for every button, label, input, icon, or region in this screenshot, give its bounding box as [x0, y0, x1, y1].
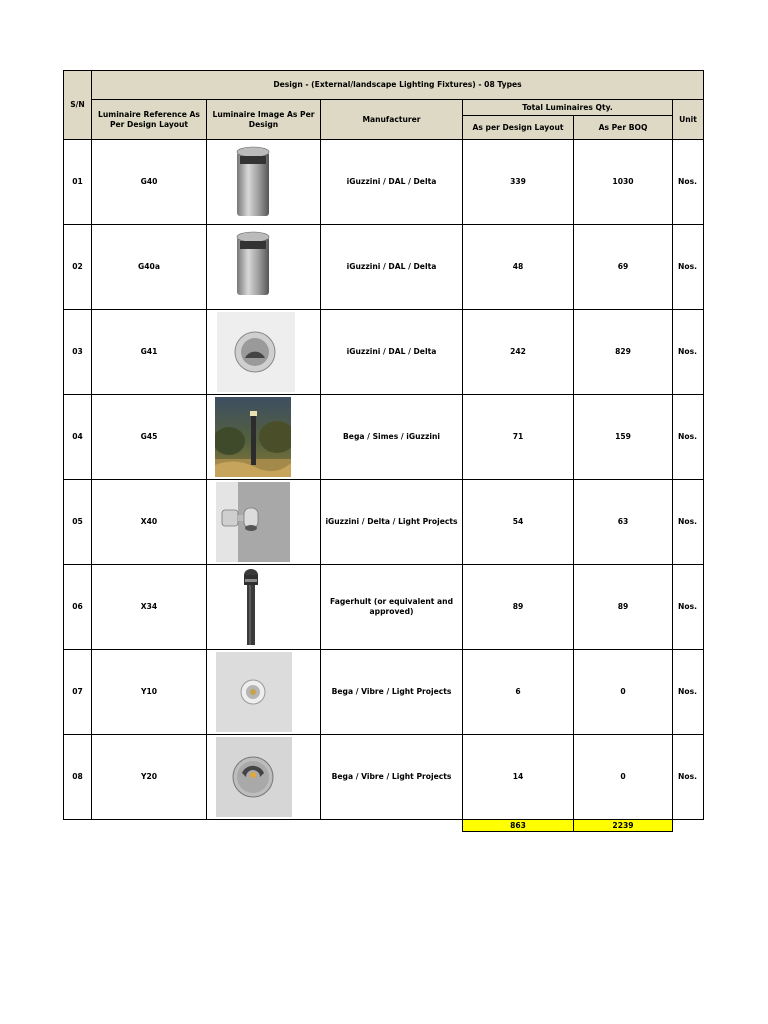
design-qty-cell: 71 [463, 395, 574, 480]
sn-cell: 02 [64, 225, 92, 310]
boq-qty-cell: 0 [574, 650, 673, 735]
boq-qty-cell: 159 [574, 395, 673, 480]
boq-qty-cell: 63 [574, 480, 673, 565]
table-row [64, 735, 704, 820]
design-qty-cell: 242 [463, 310, 574, 395]
manufacturer-cell: iGuzzini / DAL / Delta [321, 310, 463, 395]
boq-qty-cell: 89 [574, 565, 673, 650]
unit-cell: Nos. [673, 225, 704, 310]
luminaire-image-cell [207, 225, 321, 310]
design-qty-cell: 339 [463, 140, 574, 225]
table-row [64, 140, 704, 225]
table-row [64, 310, 704, 395]
reference-cell: X40 [92, 480, 207, 565]
manufacturer-cell: iGuzzini / Delta / Light Projects [321, 480, 463, 565]
luminaire-image-cell [207, 735, 321, 820]
cylinder-bollard-icon [233, 142, 273, 220]
manufacturer-cell: iGuzzini / DAL / Delta [321, 140, 463, 225]
unit-cell: Nos. [673, 395, 704, 480]
reference-cell: G41 [92, 310, 207, 395]
reference-cell: G40a [92, 225, 207, 310]
reference-header: Luminaire Reference As Per Design Layout [92, 100, 207, 140]
design-qty-cell: 54 [463, 480, 574, 565]
unit-header: Unit [673, 100, 704, 140]
manufacturer-cell: Bega / Vibre / Light Projects [321, 650, 463, 735]
sn-cell: 03 [64, 310, 92, 395]
unit-cell: Nos. [673, 735, 704, 820]
design-qty-cell: 14 [463, 735, 574, 820]
recessed-step-light-icon [217, 312, 295, 392]
design-qty-cell: 89 [463, 565, 574, 650]
luminaire-image-cell [207, 650, 321, 735]
table-row [64, 395, 704, 480]
luminaire-image-cell [207, 395, 321, 480]
sn-cell: 07 [64, 650, 92, 735]
total-design-qty: 863 [463, 820, 574, 832]
table-title: Design - (External/landscape Lighting Fixtures) - 08 Types [92, 71, 704, 100]
table-row [64, 565, 704, 650]
luminaire-schedule-table [63, 70, 704, 832]
table-row [64, 225, 704, 310]
total-boq-qty: 2239 [574, 820, 673, 832]
unit-cell: Nos. [673, 140, 704, 225]
sn-cell: 08 [64, 735, 92, 820]
reference-cell: X34 [92, 565, 207, 650]
sn-cell: 04 [64, 395, 92, 480]
sn-cell: 06 [64, 565, 92, 650]
manufacturer-cell: Bega / Simes / iGuzzini [321, 395, 463, 480]
reference-cell: G45 [92, 395, 207, 480]
garden-bollard-photo [215, 397, 291, 477]
manufacturer-cell: Bega / Vibre / Light Projects [321, 735, 463, 820]
total-qty-header: Total Luminaires Qty. [463, 100, 673, 116]
sn-cell: 01 [64, 140, 92, 225]
sn-cell: 05 [64, 480, 92, 565]
luminaire-image-cell [207, 140, 321, 225]
manufacturer-cell: iGuzzini / DAL / Delta [321, 225, 463, 310]
wall-spotlight-icon [216, 482, 290, 562]
luminaire-image-cell [207, 310, 321, 395]
unit-cell: Nos. [673, 650, 704, 735]
reference-cell: Y20 [92, 735, 207, 820]
manufacturer-cell: Fagerhult (or equivalent and approved) [321, 565, 463, 650]
boq-qty-cell: 1030 [574, 140, 673, 225]
reference-cell: Y10 [92, 650, 207, 735]
unit-cell: Nos. [673, 565, 704, 650]
boq-qty-cell: 829 [574, 310, 673, 395]
luminaire-image-cell [207, 480, 321, 565]
post-bollard-icon [240, 567, 262, 647]
inground-uplight-icon [216, 652, 292, 732]
design-layout-header: As per Design Layout [463, 116, 574, 140]
totals-row [64, 820, 704, 832]
unit-cell: Nos. [673, 310, 704, 395]
luminaire-image-cell [207, 565, 321, 650]
round-inground-light-icon [216, 737, 292, 817]
cylinder-bollard-icon [233, 227, 273, 305]
table-row [64, 650, 704, 735]
boq-header: As Per BOQ [574, 116, 673, 140]
design-qty-cell: 6 [463, 650, 574, 735]
design-qty-cell: 48 [463, 225, 574, 310]
image-header: Luminaire Image As Per Design [207, 100, 321, 140]
manufacturer-header: Manufacturer [321, 100, 463, 140]
reference-cell: G40 [92, 140, 207, 225]
table-row [64, 480, 704, 565]
boq-qty-cell: 69 [574, 225, 673, 310]
boq-qty-cell: 0 [574, 735, 673, 820]
sn-header: S/N [64, 71, 92, 140]
unit-cell: Nos. [673, 480, 704, 565]
